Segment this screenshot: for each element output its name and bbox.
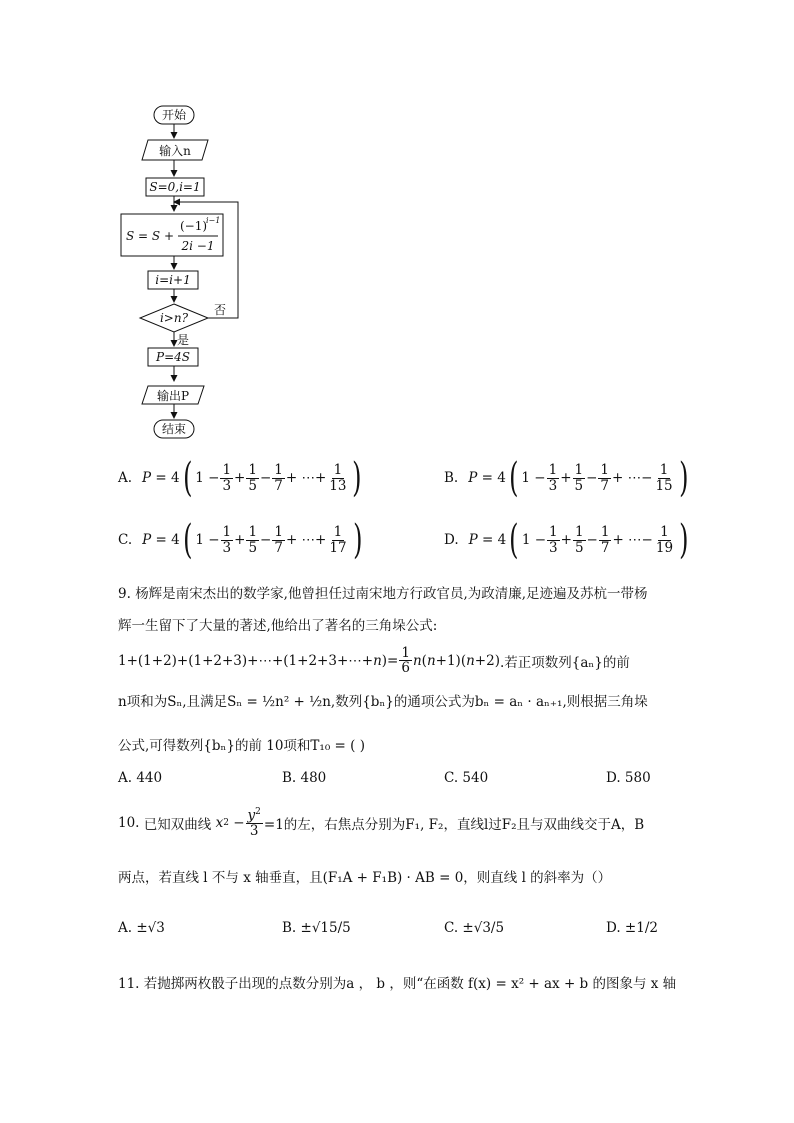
option-letter: C. (118, 532, 133, 548)
option-letter: B. (444, 470, 459, 486)
option-last-denominator: 17 (329, 539, 347, 556)
q10-text-post: =1的左，右焦点分别为F₁, F₂，直线l过F₂且与双曲线交于A，B (263, 816, 645, 833)
q8-option-b[interactable]: B. P = 4 ( 1 − 1 3 + 1 5 − 1 7 + ⋯ − $\frac{1}{15}$ ) (444, 455, 689, 501)
q8-option-d[interactable]: D. P = 4 ( 1 − 1 3 + 1 5 − 1 7 + ⋯ − $\frac{1}{19}$ ) (444, 517, 689, 563)
q11-line1 (118, 972, 676, 992)
q10-option-c[interactable]: C. ±√3/5 (444, 920, 505, 936)
fc-update-exp: i−1 (206, 216, 221, 225)
fc-no: 否 (214, 303, 227, 317)
q8-option-a[interactable]: A. P = 4 ( 1 − 1 3 + 1 5 − 1 7 + ⋯ + $\frac{1}{13}$ ) (118, 455, 362, 501)
fc-assign: P=4S (156, 350, 190, 364)
option-last-denominator: 15 (655, 477, 673, 494)
fc-update-num: (−1) (180, 219, 208, 233)
q9-option-c[interactable]: C. 540 (444, 770, 489, 786)
fc-update-den: 2i −1 (181, 239, 215, 253)
q9-text-3: .若正项数列{aₙ}的前 (499, 654, 630, 671)
q9-option-d[interactable]: D. 580 (606, 770, 651, 786)
q10-line1: 10. 已知双曲线 x 2 − $\frac{y^2}{3}$ =1的左，右焦点分别为F₁, F₂，直线l过F₂且与双曲线交于A，B (118, 807, 645, 839)
option-letter: A. (118, 470, 133, 486)
question-number: 11. (118, 976, 140, 992)
q9-option-b[interactable]: B. 480 (282, 770, 327, 786)
option-letter: D. (444, 532, 459, 548)
q10-option-a[interactable]: A. ±√3 (118, 920, 165, 936)
q10-option-d[interactable]: D. ±1/2 (606, 920, 658, 936)
q9-option-a[interactable]: A. 440 (118, 770, 163, 786)
fc-yes: 是 (177, 333, 190, 347)
option-sign: − (641, 470, 653, 486)
q10-option-b[interactable]: B. ±√15/5 (282, 920, 351, 936)
fc-condition: i>n? (159, 311, 189, 325)
question-number: 9. (118, 586, 131, 602)
option-last-denominator: 13 (329, 477, 347, 494)
q8-option-c[interactable]: C. P = 4 ( 1 − 1 3 + 1 5 − 1 7 + ⋯ + $\frac{1}{17}$ ) (118, 517, 363, 563)
fc-update-lhs: S = S + (126, 229, 174, 243)
option-last-denominator: 19 (655, 539, 674, 556)
flowchart (110, 98, 260, 448)
option-sign: + (315, 532, 327, 548)
q11-text-1: 若抛掷两枚骰子出现的点数分别为a ， b ，则“在函数 f(x) = x² + ax + b 的图象与 x 轴 (143, 976, 677, 992)
question-number: 10. (118, 814, 140, 831)
q9-line3: 1+(1+2)+(1+2+3)+⋯+(1+2+3+⋯+n)= $\frac{1}{6}$ n(n+1)(n+2) .若正项数列{aₙ}的前 (118, 645, 630, 677)
fc-start: 开始 (161, 108, 187, 122)
q9-line2: 辉一生留下了大量的著述,他给出了著名的三角垛公式: (118, 618, 438, 634)
q9-line4: n项和为Sₙ,且满足Sₙ = ½n² + ½n,数列{bₙ}的通项公式为bₙ = aₙ · aₙ₊₁,则根据三角垛 (118, 694, 648, 710)
q9-text-1: 杨辉是南宋杰出的数学家,他曾担任过南宋地方行政官员,为政清廉,足迹遍及苏杭一带杨 (135, 586, 648, 602)
fc-init: S=0,i=1 (149, 180, 201, 194)
q9-line5: 公式,可得数列{bₙ}的前 10项和T₁₀ = ( ) (118, 738, 365, 754)
option-sign: + (314, 470, 327, 486)
q10-line2: 两点，若直线 l 不与 x 轴垂直，且(F₁A + F₁B) · AB = 0，则直线 l 的斜率为（） (118, 870, 612, 886)
q9-line1 (118, 582, 648, 602)
fc-input: 输入n (159, 144, 191, 158)
fc-output: 输出P (156, 389, 190, 403)
q10-text-pre: 已知双曲线 (143, 816, 212, 833)
option-sign: − (641, 532, 653, 548)
fc-increment: i=i+1 (155, 273, 191, 287)
fc-end: 结束 (161, 422, 187, 436)
